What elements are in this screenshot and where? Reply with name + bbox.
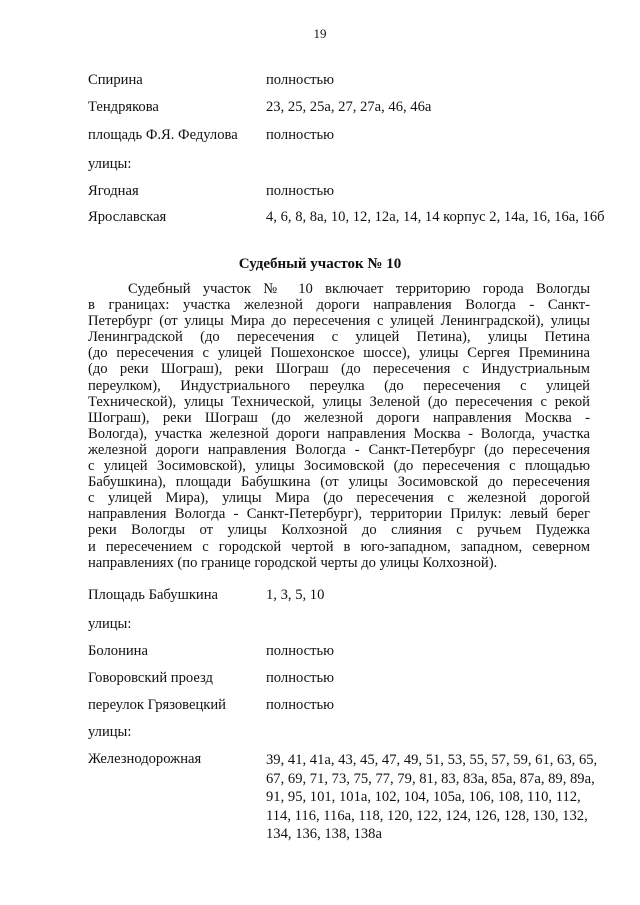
group-label: улицы: <box>88 724 132 740</box>
paragraph-line: в границах: участка железной дороги направления Вологда - Санкт- <box>88 297 590 314</box>
section-paragraph <box>88 281 590 571</box>
paragraph-line: Бабушкина), площади Бабушкина (от улицы Зосимовской до пересечения <box>88 474 590 491</box>
list-row <box>88 697 608 714</box>
paragraph-line: Ленинградской (до пересечения с улицей Петина), улицы Петина <box>88 329 590 346</box>
paragraph-line: направлениях (по границе городской черты до улицы Колхозной). <box>88 554 498 571</box>
paragraph-line: и пересечением с городской чертой в юго-западном, западном, северном <box>88 538 590 555</box>
house-numbers: 23, 25, 25а, 27, 27а, 46, 46а <box>266 99 432 115</box>
paragraph-line: реки Вологды от улицы Колхозной до слияния с ручьем Пудежка <box>88 522 590 539</box>
list-row <box>88 99 608 116</box>
house-numbers <box>266 724 608 741</box>
section-title: Судебный участок № 10 <box>238 256 402 272</box>
paragraph-line: Шограш), реки Шограш (до железной дороги направления Москва - <box>88 409 590 426</box>
group-label: улицы: <box>88 156 132 172</box>
paragraph-line: Вологда), участка железной дороги направления Москва - Вологда, участка <box>88 425 590 442</box>
street-name: Спирина <box>88 72 143 88</box>
list-row <box>88 616 608 633</box>
list-row <box>88 209 608 226</box>
house-numbers: полностью <box>266 72 335 88</box>
list-row <box>88 587 608 604</box>
paragraph-line: направления Вологда - Санкт-Петербург), территории Прилук: левый берег <box>88 506 590 523</box>
street-name: переулок Грязовецкий <box>88 697 226 713</box>
house-numbers: полностью <box>266 670 335 686</box>
street-name: Ярославская <box>88 209 167 225</box>
house-numbers: полностью <box>266 183 335 199</box>
paragraph-line: Петербург (от улицы Мира до пересечения с улицей Ленинградской), улицы <box>88 313 590 330</box>
list-row <box>88 751 608 844</box>
paragraph-line: (до реки Шограш), реки Шограш (до пересечения с Индустриальным <box>88 361 590 378</box>
street-name: Железнодорожная <box>88 751 202 767</box>
street-name: Ягодная <box>88 183 139 199</box>
street-name: площадь Ф.Я. Федулова <box>88 127 238 143</box>
house-numbers: 4, 6, 8, 8а, 10, 12, 12а, 14, 14 корпус 2, 14а, 16, 16а, 16б <box>266 209 605 225</box>
paragraph-line: Технической), улицы Технической, улицы Зеленой (до пересечения с рекой <box>88 393 590 410</box>
list-row <box>88 670 608 687</box>
list-row <box>88 724 608 741</box>
house-numbers: 39, 41, 41а, 43, 45, 47, 49, 51, 53, 55, 57, 59, 61, 63, 65, 67, 69, 71, 73, 75, 77, 79, 81, 83, 83а, 85а, 87а, 89, 89а, 91, 95, 101, 101а, 102, 104, 105а, 106, 108, 110, 112, 114, 116, 116а, 118, 120, 122, 124, 126, 128, 130, 132, 134, 136, 138, 138а <box>266 752 598 842</box>
list-row <box>88 72 608 89</box>
paragraph-line: железной дороги направления Вологда - Санкт-Петербург (до пересечения <box>88 441 590 458</box>
group-label: улицы: <box>88 616 132 632</box>
paragraph-line: (до пересечения с улицей Пошехонское шоссе), улицы Сергея Преминина <box>88 345 590 362</box>
house-numbers: 1, 3, 5, 10 <box>266 587 325 603</box>
street-name: Говоровский проезд <box>88 670 213 686</box>
paragraph-line: переулком), Индустриального переулка (до пересечения с улицей <box>88 377 590 394</box>
list-row <box>88 183 608 200</box>
street-name: Болонина <box>88 643 148 659</box>
paragraph-line: с улицей Зосимовской), улицы Зосимовской (до пересечения с площадью <box>88 458 590 475</box>
house-numbers: полностью <box>266 697 335 713</box>
paragraph-line: с улицей Мира), улицы Мира (до пересечения с железной дорогой <box>88 490 590 507</box>
house-numbers <box>266 616 608 633</box>
list-row <box>88 643 608 660</box>
list-row <box>88 127 608 144</box>
house-numbers: полностью <box>266 643 335 659</box>
page-number: 19 <box>313 26 327 41</box>
street-name: Тендрякова <box>88 99 159 115</box>
house-numbers <box>266 156 608 173</box>
street-name: Площадь Бабушкина <box>88 587 219 603</box>
list-row <box>88 156 608 173</box>
paragraph-line: Судебный участок № 10 включает территорию города Вологды <box>128 281 590 297</box>
house-numbers: полностью <box>266 127 335 143</box>
